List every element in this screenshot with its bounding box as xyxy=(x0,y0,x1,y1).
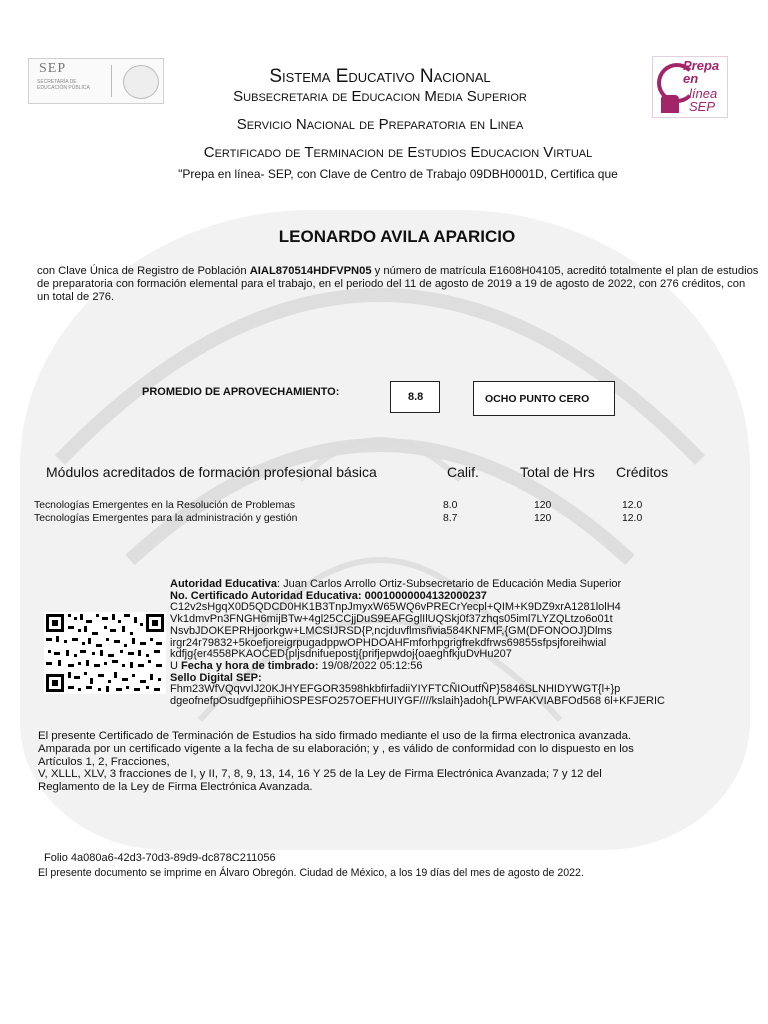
hash-line: irgr24r79832+5koefjoreigrpugadppwOPHDOAHFmforhpgrigfrekdfrws69855sfpsjforeihwial xyxy=(170,636,607,649)
title: Sistema Educativo Nacional xyxy=(269,66,491,87)
credits-header: Créditos xyxy=(616,464,669,480)
seal-line: dgeofnefpOsudfgepñihiOSPESFO257OEFHUIYGF////kslaih}adoh{LPWFAKVIABFOd568 6l+KFJERIC xyxy=(170,695,665,708)
sep-logo-subtext: SECRETARÍA DE EDUCACIÓN PÚBLICA xyxy=(37,79,90,91)
hash-line: Vk1dmvPn3FNGH6mijBTw+4gl25CCjjDuS9EAFGglIlUQSkj0f37zhqs05iml7LYZQLtzo6o01t xyxy=(170,613,613,626)
grade-words-box xyxy=(473,381,615,416)
legal-line: El presente Certificado de Terminación de Estudios ha sido firmado mediante el uso de la firma electronica avanzada. xyxy=(38,730,632,742)
timestamp-prefix: U xyxy=(170,659,181,672)
seal-line: Fhm23WfVQqvvIJ20KJHYEFGOR3598hkbfirfadiiYIYFTCÑIOutfÑP}5846SLNHIDYWGT{l+}p xyxy=(170,683,621,696)
sep-logo-text: SEP xyxy=(39,61,67,76)
description-part1: con Clave Única de Registro de Población xyxy=(37,265,250,277)
calif-header: Calif. xyxy=(447,464,479,480)
modules-header: Módulos acreditados de formación profesional básica xyxy=(46,464,377,480)
module-calif: 8.0 xyxy=(443,500,458,511)
intro-text: "Prepa en línea- SEP, con Clave de Centro de Trabajo 09DBH0001D, Certifica que xyxy=(178,167,618,181)
qr-code-icon xyxy=(44,612,166,694)
grade-value-box xyxy=(390,381,440,413)
printed-location-text: El presente documento se imprime en Álvaro Obregón. Ciudad de México, a los 19 días del mes de agosto de 2022. xyxy=(38,867,584,879)
certificate-title: Certificado de Terminacion de Estudios Educacion Virtual xyxy=(203,144,593,161)
legal-line: Artículos 1, 2, Fracciones, xyxy=(38,755,170,768)
authority-label: Autoridad Educativa xyxy=(170,578,277,590)
hours-header: Total de Hrs xyxy=(520,464,595,480)
seal-label: Sello Digital SEP: xyxy=(170,671,262,684)
timestamp-value: 19/08/2022 05:12:56 xyxy=(318,659,423,672)
student-description xyxy=(37,265,759,304)
legal-text xyxy=(38,730,750,794)
certificate-number-label: No. Certificado Autoridad Educativa: xyxy=(170,589,362,602)
certificate-number-value: 00010000004132000237 xyxy=(361,589,487,602)
legal-line: Amparada por un certificado vigente a la fecha de su elaboración; y , es válido de conformidad con lo dispuesto en los xyxy=(38,742,634,755)
service-name: Servicio Nacional de Preparatoria en Linea xyxy=(236,116,524,133)
authority-value: : Juan Carlos Arrollo Ortiz-Subsecretario de Educación Media Superior xyxy=(276,578,622,590)
module-credits: 12.0 xyxy=(622,500,643,511)
grade-value: 8.8 xyxy=(408,391,424,403)
hash-line: NsvbJDOKEPRHjoorkgw+LMCSIJRSD{P,ncjduvflmsñvia584KNFMF,{GM(DFONOOJ}Dlms xyxy=(170,624,613,637)
prepa-logo-line1: Prepa en xyxy=(683,58,720,86)
folio-label: Folio xyxy=(44,852,71,864)
student-name: LEONARDO AVILA APARICIO xyxy=(278,227,516,246)
prepa-logo-line2: línea SEP xyxy=(689,86,718,114)
grade-words: OCHO PUNTO CERO xyxy=(485,393,590,405)
timestamp-label: Fecha y hora de timbrado: xyxy=(181,659,319,672)
folio-value: 4a080a6-42d3-70d3-89d9-dc878C211056 xyxy=(70,852,276,864)
module-calif: 8.7 xyxy=(443,513,458,524)
authority-block xyxy=(170,579,760,708)
module-hours: 120 xyxy=(534,500,552,511)
hash-line: C12v2sHgqX0D5QDCD0HK1B3TnpJmyxW65WQ6vPRECrYecpl+QIM+K9DZ9xrA1281lolH4 xyxy=(170,601,621,614)
hash-line: kdfjg{er4558PKAOCED{pljsdnifuepostj{prifjepwdoj{oaeghfkjuDvHu207 xyxy=(170,648,512,661)
module-credits: 12.0 xyxy=(622,513,643,524)
legal-line: Reglamento de la Ley de Firma Electrónica Avanzada. xyxy=(38,781,313,794)
module-name: Tecnologías Emergentes en la Resolución de Problemas xyxy=(34,500,296,511)
grade-label: PROMEDIO DE APROVECHAMIENTO: xyxy=(142,386,340,398)
description-part2: y número de matrícula E1608H04105, acreditó totalmente el plan de estudios de preparatoria con formación elemental para el trabajo, en el periodo del 11 de agosto de 2019 a 19 de agosto de 2022, con 276 créditos, con un total de 276. xyxy=(37,265,759,303)
folio xyxy=(44,852,276,864)
module-hours: 120 xyxy=(534,513,552,524)
module-name: Tecnologías Emergentes para la administración y gestión xyxy=(34,513,298,524)
subtitle: Subsecretaria de Educacion Media Superior xyxy=(233,88,527,105)
legal-line: V, XLLL, XLV, 3 fracciones de I, y II, 7, 8, 9, 13, 14, 16 Y 25 de la Ley de Firma Electrónica Avanzada; 7 y 12 del xyxy=(38,768,602,781)
curp: AIAL870514HDFVPN05 xyxy=(249,265,372,277)
